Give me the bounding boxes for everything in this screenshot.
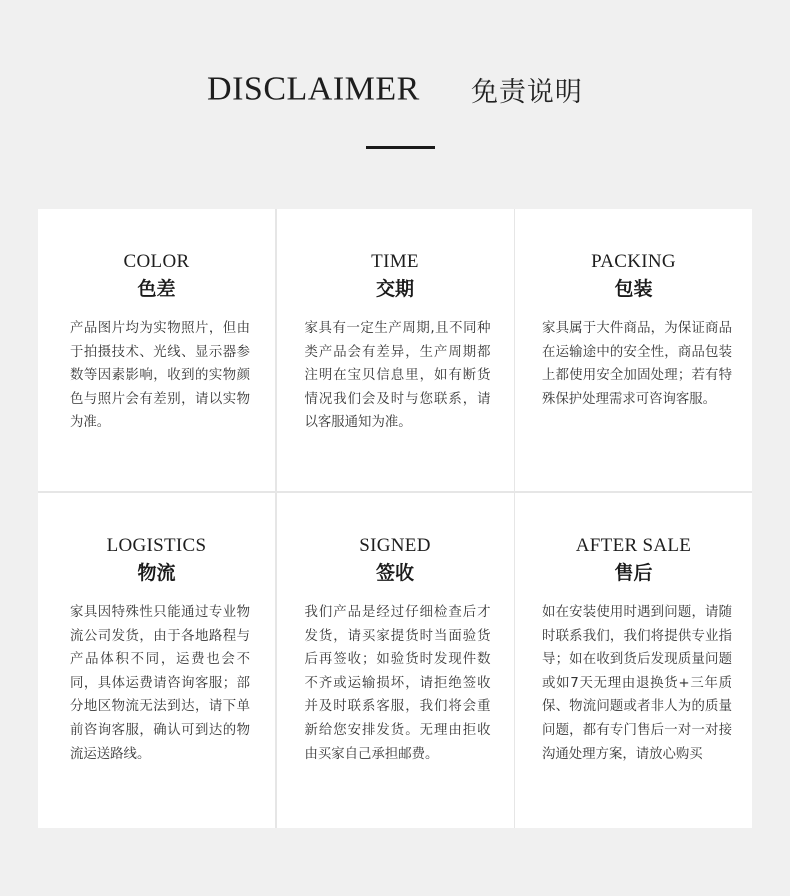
card-title-cn: 售后 bbox=[614, 562, 653, 584]
card-time bbox=[277, 209, 514, 491]
card-body-text: 产品图片均为实物照片，但由于拍摄技术、光线、显示器参数等因素影响，收到的实物颜色与照片会有差别，请以实物为准。 bbox=[70, 321, 250, 431]
disclaimer-grid bbox=[38, 209, 752, 828]
card-title-en: LOGISTICS bbox=[106, 535, 207, 556]
card-color bbox=[38, 209, 275, 491]
card-title-en: AFTER SALE bbox=[575, 535, 692, 556]
card-signed bbox=[277, 493, 514, 828]
card-title-cn: 色差 bbox=[137, 278, 176, 300]
card-title-cn: 签收 bbox=[375, 562, 414, 584]
card-title-en: COLOR bbox=[123, 251, 190, 272]
card-title-en: TIME bbox=[371, 251, 419, 272]
card-title-en: SIGNED bbox=[359, 535, 431, 556]
card-title-cn: 物流 bbox=[137, 562, 176, 584]
page-title-en: DISCLAIMER bbox=[207, 70, 420, 108]
card-body-text: 如在安装使用时遇到问题，请随时联系我们，我们将提供专业指导；如在收到货后发现质量问题或如7天无理由退换货+三年质保、物流问题或者非人为的质量问题，都有专门售后一对一对接沟通处理方案，请放心购买 bbox=[542, 605, 732, 762]
card-body-text: 家具有一定生产周期,且不同种类产品会有差异，生产周期都注明在宝贝信息里，如有断货情况我们会及时与您联系，请以客服通知为准。 bbox=[304, 321, 491, 431]
card-title-en: PACKING bbox=[591, 251, 676, 272]
card-after-sale bbox=[515, 493, 752, 828]
card-logistics bbox=[38, 493, 275, 828]
card-body-text: 家具属于大件商品，为保证商品在运输途中的安全性，商品包装上都使用安全加固处理；若有特殊保护处理需求可咨询客服。 bbox=[542, 321, 732, 407]
page-title-cn: 免责说明 bbox=[470, 77, 583, 108]
card-body-text: 家具因特殊性只能通过专业物流公司发货，由于各地路程与产品体积不同，运费也会不同，具体运费请咨询客服；部分地区物流无法到达，请下单前咨询客服，确认可到达的物流运送路线。 bbox=[70, 605, 250, 762]
card-packing bbox=[515, 209, 752, 491]
card-title-cn: 包装 bbox=[614, 278, 653, 300]
title-divider bbox=[366, 146, 435, 149]
card-body-text: 我们产品是经过仔细检查后才发货，请买家提货时当面验货后再签收；如验货时发现件数不齐或运输损坏，请拒绝签收并及时联系客服，我们将会重新给您安排发货。无理由拒收由买家自己承担邮费。 bbox=[304, 605, 491, 762]
disclaimer-header bbox=[0, 70, 790, 109]
card-title-cn: 交期 bbox=[375, 278, 414, 300]
